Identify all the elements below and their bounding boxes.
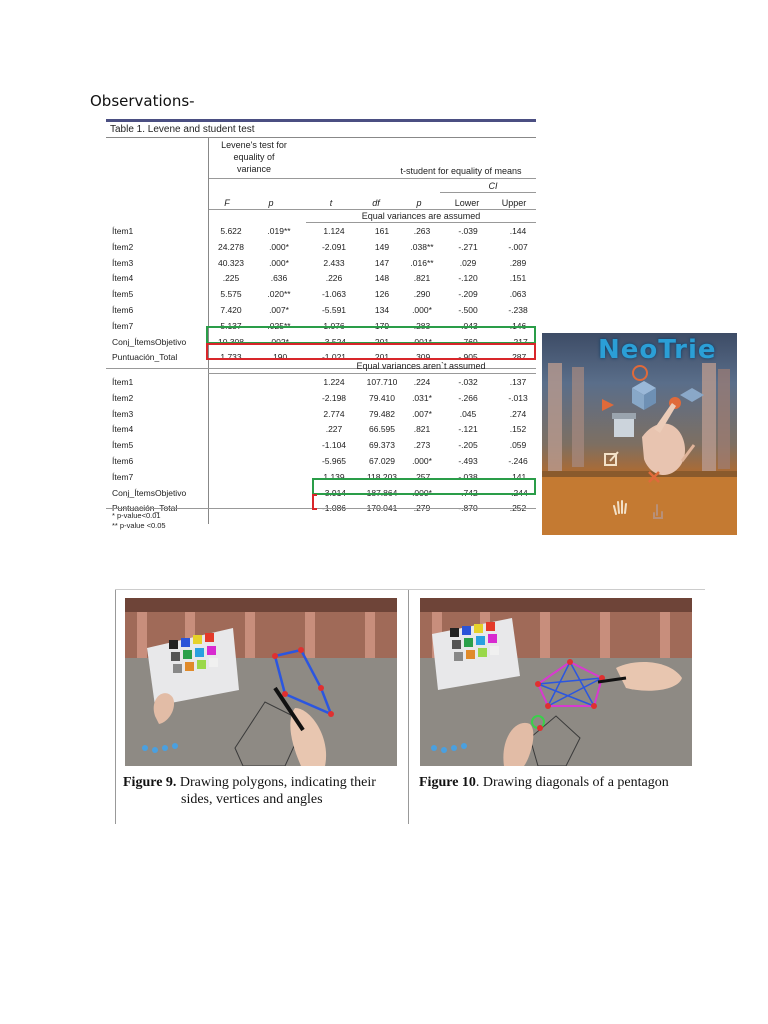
cell-upper: -.217: [508, 336, 528, 347]
cell-p2: .263: [413, 226, 431, 236]
cell-df: 147: [374, 257, 390, 268]
table-row: [106, 437, 536, 453]
cell-lower: -.039: [458, 226, 478, 236]
cell-p2: .000*: [412, 487, 432, 498]
cell-t: -5.965: [321, 456, 347, 466]
cell-lower: -.121: [458, 424, 478, 435]
cell-lower: -.209: [458, 289, 478, 300]
row-label: Ítem6: [112, 305, 134, 315]
row-label: Ítem2: [112, 392, 134, 403]
cell-p2: .007*: [412, 408, 432, 419]
section2-label: Equal variances aren`t assumed: [356, 361, 486, 371]
cell-t: .226: [325, 273, 343, 284]
cell-p1: .007*: [269, 305, 289, 315]
highlight-red-row-section1: [206, 343, 536, 363]
cell-df: 134: [374, 305, 390, 315]
cell-upper: .144: [509, 226, 527, 236]
col-upper: Upper: [501, 198, 527, 208]
cell-upper: .141: [509, 471, 527, 482]
cell-p2: .309: [413, 352, 431, 363]
table-row: [106, 406, 536, 422]
cell-df: 126: [374, 289, 390, 300]
cell-df: 187.864: [366, 487, 398, 498]
cell-df: 201: [374, 352, 390, 363]
highlight-green-row-section2: [312, 478, 536, 495]
col-p2: p: [416, 198, 422, 208]
cell-p2: .016**: [410, 257, 434, 268]
cell-df: 107.710: [366, 377, 398, 387]
cell-p2: .273: [413, 440, 431, 451]
cell-t: 2.433: [323, 257, 345, 268]
figure-10-image: [420, 598, 692, 766]
cell-lower: -.769: [458, 336, 478, 347]
row-label: Ítem3: [112, 408, 134, 419]
levene-header: Levene's test for equality of variance: [221, 140, 287, 174]
figure-9-scene: [125, 598, 397, 766]
table-row: [106, 286, 536, 302]
cell-F: .225: [222, 273, 240, 284]
cell-t: 1.224: [323, 377, 345, 387]
cell-t: 2.774: [323, 408, 345, 419]
cell-t: 1.076: [323, 320, 345, 331]
cell-p1: .025**: [267, 320, 291, 331]
cell-t: .227: [325, 424, 343, 435]
row-label: Ítem6: [112, 456, 134, 466]
cell-p1: .019**: [267, 226, 291, 236]
cell-p1: .000*: [269, 257, 289, 268]
cell-upper: -.244: [508, 487, 528, 498]
cell-F: 5.137: [220, 320, 242, 331]
cell-t: -3.524: [321, 336, 347, 347]
table-row: [106, 239, 536, 255]
ttest-header: t-student for equality of means: [400, 166, 522, 176]
cell-p1: .000*: [269, 241, 289, 252]
cell-F: 10.308: [218, 336, 244, 347]
cell-df: 179: [374, 320, 390, 331]
cell-F: 5.622: [220, 226, 242, 236]
figures-block: [115, 589, 705, 824]
edit-icon[interactable]: [602, 449, 622, 469]
cell-p2: .821: [413, 273, 431, 284]
row-label: Puntuación_Total: [112, 352, 178, 363]
cell-p1: .002*: [269, 336, 289, 347]
close-icon[interactable]: [646, 469, 662, 485]
cell-p2: .290: [413, 289, 431, 300]
cell-p2: .038**: [410, 241, 434, 252]
row-label: Ítem1: [112, 226, 134, 236]
row-label: Conj_ÍtemsObjetivo: [112, 487, 187, 498]
table-row: [106, 390, 536, 406]
row-label: Ítem4: [112, 273, 134, 284]
table-row: [106, 302, 536, 318]
hand-icon[interactable]: [610, 497, 630, 517]
cell-lower: -.043: [458, 320, 478, 331]
cell-lower: -.493: [458, 456, 478, 466]
neotrie-vr-screenshot: [542, 333, 737, 535]
row-label: Ítem5: [112, 440, 134, 451]
cell-p1: .190: [270, 352, 288, 363]
col-lower: Lower: [454, 198, 480, 208]
cell-p2: .821: [413, 424, 431, 435]
cell-upper: .146: [509, 320, 527, 331]
cell-t: -1.063: [321, 289, 347, 300]
figure-10-scene: [420, 598, 692, 766]
table-row: [106, 421, 536, 437]
cell-t: 1.139: [323, 471, 345, 482]
col-df: df: [372, 198, 380, 208]
cell-lower: -.271: [458, 241, 478, 252]
cell-F: 24.278: [218, 241, 244, 252]
cell-t: -1.021: [321, 352, 347, 363]
cell-p2: .283: [413, 320, 431, 331]
pointer-icon[interactable]: [650, 503, 666, 521]
cell-p1: .636: [270, 273, 288, 284]
figure-9-image: [125, 598, 397, 766]
cell-upper: -.246: [508, 456, 528, 466]
cell-upper: .274: [509, 408, 527, 419]
cell-lower: -.120: [458, 273, 478, 284]
cell-upper: .137: [509, 377, 527, 387]
figure-9-caption: Figure 9. Drawing polygons, indicating their sides, vertices and angles: [123, 775, 376, 807]
cell-p2: .000*: [412, 305, 432, 315]
cell-F: 1.733: [220, 352, 242, 363]
cell-df: 118.203: [366, 471, 398, 482]
highlight-green-row-section1: [206, 326, 536, 344]
row-label: Ítem1: [112, 377, 134, 387]
cell-p2: .000*: [412, 456, 432, 466]
cell-t: -5.591: [321, 305, 347, 315]
cell-lower: -.266: [458, 392, 478, 403]
table-notes: * p-value<0.01 ** p-value <0.05: [112, 511, 166, 530]
section1-label: Equal variances are assumed: [361, 211, 481, 221]
cell-F: 40.323: [218, 257, 244, 268]
cell-df: 79.482: [369, 408, 395, 419]
cell-t: -2.198: [321, 392, 347, 403]
levene-student-table: [106, 119, 536, 537]
cell-lower: .045: [459, 408, 477, 419]
cell-p2: .031*: [412, 392, 432, 403]
cell-upper: .151: [509, 273, 527, 284]
table-top-bar: [106, 119, 536, 122]
cell-t: -3.914: [321, 487, 347, 498]
table-row: [106, 270, 536, 286]
row-label: Ítem2: [112, 241, 134, 252]
cell-df: 66.595: [369, 424, 395, 435]
cell-lower: -.905: [458, 352, 478, 363]
row-label: Ítem7: [112, 320, 134, 331]
cell-df: 69.373: [369, 440, 395, 451]
figure-10-caption: Figure 10. Drawing diagonals of a pentagon: [419, 775, 669, 790]
page-heading: Observations-: [90, 92, 195, 110]
neotrie-logo: NeoTrie: [598, 335, 717, 365]
cell-lower: -.038: [458, 471, 478, 482]
cell-t: 1.124: [323, 226, 345, 236]
cell-lower: .029: [459, 257, 477, 268]
cell-upper: .063: [509, 289, 527, 300]
cell-p1: .020**: [267, 289, 291, 300]
ci-label: CI: [488, 181, 498, 191]
cell-t: -1.104: [321, 440, 347, 451]
cell-df: 149: [374, 241, 390, 252]
cell-lower: -.032: [458, 377, 478, 387]
col-p1: p: [268, 198, 274, 208]
table-row: [106, 453, 536, 469]
cell-lower: -.205: [458, 440, 478, 451]
table-row: [106, 374, 536, 390]
cell-df: 161: [374, 226, 390, 236]
highlight-red-row-section2: [312, 494, 317, 510]
row-label: Ítem3: [112, 257, 134, 268]
cell-p2: .257: [413, 471, 431, 482]
cell-upper: .289: [509, 257, 527, 268]
cell-upper: .059: [509, 440, 527, 451]
cell-upper: .287: [509, 352, 527, 363]
row-label: Conj_ÍtemsObjetivo: [112, 336, 187, 347]
cell-upper: .152: [509, 424, 527, 435]
cell-df: 201: [374, 336, 390, 347]
table-row: [106, 223, 536, 239]
row-label: Ítem7: [112, 471, 134, 482]
cell-df: 67.029: [369, 456, 395, 466]
cell-t: -2.091: [321, 241, 347, 252]
cell-upper: -.013: [508, 392, 528, 403]
cell-upper: -.007: [508, 241, 528, 252]
row-label: Ítem4: [112, 424, 134, 435]
row-label: Ítem5: [112, 289, 134, 300]
cell-df: 148: [374, 273, 390, 284]
cell-F: 7.420: [220, 305, 242, 315]
cell-F: 5.575: [220, 289, 242, 300]
col-t: t: [329, 198, 333, 208]
cell-lower: -.742: [458, 487, 478, 498]
cell-upper: -.238: [508, 305, 528, 315]
cell-p2: .224: [413, 377, 431, 387]
col-f: F: [224, 198, 230, 208]
cell-p2: .001*: [412, 336, 432, 347]
cell-lower: -.500: [458, 305, 478, 315]
table-caption: Table 1. Levene and student test: [110, 124, 255, 135]
table-row: [106, 255, 536, 271]
cell-df: 79.410: [369, 392, 395, 403]
